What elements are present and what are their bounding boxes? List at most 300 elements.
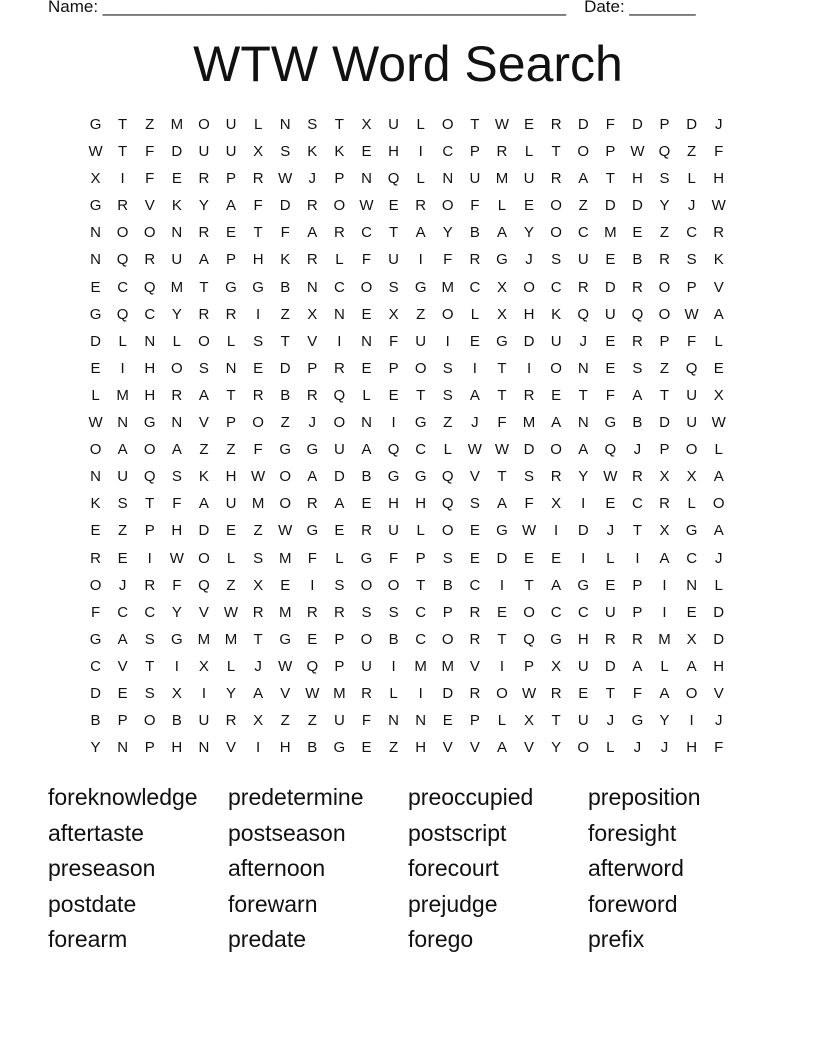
grid-letter: X <box>659 468 670 486</box>
word-list-item: forewarn <box>228 890 318 917</box>
grid-letter: Y <box>659 197 670 215</box>
grid-letter: A <box>117 441 128 459</box>
grid-letter: C <box>415 630 427 648</box>
grid-letter: O <box>523 603 535 621</box>
grid-letter: M <box>441 278 455 296</box>
grid-letter: E <box>361 143 372 161</box>
grid-letter: C <box>577 603 589 621</box>
name-field-label: Name: _________________________________________________ <box>48 0 567 16</box>
grid-letter: A <box>659 684 670 702</box>
grid-letter: A <box>226 197 237 215</box>
grid-letter: B <box>280 278 291 296</box>
grid-letter: F <box>145 143 155 161</box>
grid-letter: T <box>118 143 128 161</box>
grid-letter: G <box>496 522 508 540</box>
grid-letter: J <box>606 522 615 540</box>
grid-letter: A <box>578 441 589 459</box>
grid-letter: U <box>198 712 210 730</box>
grid-letter: Z <box>307 712 317 730</box>
grid-letter: E <box>469 522 480 540</box>
grid-letter: E <box>469 549 480 567</box>
grid-letter: R <box>306 603 318 621</box>
grid-letter: S <box>307 116 318 133</box>
grid-letter: C <box>632 495 643 513</box>
grid-letter: C <box>686 224 698 242</box>
grid-letter: T <box>551 143 561 161</box>
grid-letter: C <box>415 603 427 621</box>
grid-letter: M <box>170 278 184 296</box>
grid-letter: T <box>145 495 155 513</box>
grid-letter: X <box>90 170 101 188</box>
grid-letter: J <box>525 251 533 269</box>
grid-letter: O <box>360 278 373 296</box>
grid-letter: O <box>441 116 454 133</box>
grid-letter: A <box>496 224 507 242</box>
grid-letter: X <box>307 305 318 323</box>
grid-letter: I <box>499 657 505 675</box>
grid-letter: G <box>89 197 102 215</box>
grid-letter: F <box>90 603 101 621</box>
grid-letter: C <box>415 441 427 459</box>
grid-letter: V <box>198 414 209 432</box>
grid-letter: F <box>714 143 724 161</box>
grid-letter: N <box>415 712 427 730</box>
grid-letter: R <box>550 468 562 486</box>
grid-letter: W <box>223 603 239 621</box>
grid-letter: G <box>89 116 102 133</box>
grid-letter: D <box>442 684 454 702</box>
grid-letter: E <box>117 684 128 702</box>
grid-letter: T <box>497 630 507 648</box>
grid-letter: P <box>117 712 128 730</box>
grid-letter: L <box>606 739 615 757</box>
grid-letter: T <box>416 386 426 404</box>
grid-letter: R <box>523 386 535 404</box>
grid-letter: L <box>687 170 696 188</box>
grid-letter: H <box>632 170 643 188</box>
grid-letter: S <box>469 495 480 513</box>
grid-letter: R <box>333 359 345 377</box>
grid-letter: C <box>442 143 454 161</box>
grid-letter: Q <box>198 576 210 594</box>
grid-letter: I <box>526 359 532 377</box>
grid-letter: X <box>253 712 264 730</box>
date-field-label: Date: _______ <box>584 0 696 16</box>
grid-letter: G <box>496 332 508 350</box>
grid-letter: V <box>469 739 480 757</box>
grid-letter: J <box>254 657 262 675</box>
grid-letter: P <box>307 359 318 377</box>
grid-letter: R <box>632 278 643 296</box>
grid-letter: I <box>418 251 423 269</box>
grid-letter: E <box>361 359 372 377</box>
grid-letter: U <box>333 712 345 730</box>
grid-letter: S <box>361 603 372 621</box>
grid-letter: U <box>577 251 589 269</box>
word-list-item: foreword <box>588 890 678 917</box>
grid-letter: O <box>333 197 346 215</box>
grid-letter: X <box>551 657 562 675</box>
grid-letter: I <box>147 549 152 567</box>
grid-letter: O <box>333 414 346 432</box>
grid-letter: R <box>144 576 156 594</box>
grid-letter: U <box>225 143 237 161</box>
grid-letter: F <box>687 332 697 350</box>
grid-letter: H <box>144 359 156 377</box>
grid-letter: D <box>523 441 535 459</box>
grid-letter: N <box>117 739 129 757</box>
grid-letter: Z <box>659 359 670 377</box>
grid-letter: C <box>550 278 562 296</box>
grid-letter: D <box>171 143 183 161</box>
grid-letter: H <box>252 251 264 269</box>
grid-letter: D <box>577 522 589 540</box>
grid-letter: Q <box>333 386 346 404</box>
grid-letter: Y <box>171 305 182 323</box>
grid-letter: E <box>361 739 372 757</box>
grid-letter: P <box>659 332 670 350</box>
word-list-item: postseason <box>228 819 346 846</box>
grid-letter: I <box>445 332 450 350</box>
grid-letter: R <box>306 197 318 215</box>
grid-letter: M <box>278 549 292 567</box>
grid-letter: O <box>658 305 671 323</box>
grid-letter: L <box>91 386 100 404</box>
grid-letter: R <box>117 197 129 215</box>
grid-letter: D <box>279 359 291 377</box>
grid-letter: X <box>551 495 562 513</box>
word-list-item: forego <box>408 926 474 953</box>
grid-letter: R <box>198 224 210 242</box>
grid-letter: A <box>361 441 372 459</box>
grid-letter: W <box>711 414 726 432</box>
grid-letter: I <box>201 684 206 702</box>
grid-letter: D <box>90 332 101 350</box>
grid-letter: R <box>198 305 210 323</box>
grid-letter: F <box>253 441 263 459</box>
grid-letter: L <box>497 197 507 215</box>
grid-letter: E <box>334 522 345 540</box>
grid-letter: L <box>389 684 398 702</box>
grid-letter: L <box>362 386 371 404</box>
grid-letter: O <box>143 224 156 242</box>
grid-letter: E <box>226 522 237 540</box>
grid-letter: A <box>686 657 697 675</box>
grid-letter: N <box>361 332 372 350</box>
letter-grid <box>82 111 732 761</box>
grid-letter: E <box>524 116 535 133</box>
grid-letter: R <box>550 116 562 133</box>
grid-letter: R <box>469 251 481 269</box>
grid-letter: X <box>686 468 697 486</box>
grid-letter: T <box>145 657 155 675</box>
word-list-item: postdate <box>48 890 137 917</box>
grid-letter: A <box>713 522 724 540</box>
word-list-item: predetermine <box>228 784 364 810</box>
grid-letter: Q <box>387 441 400 459</box>
grid-letter: G <box>89 630 102 648</box>
grid-letter: H <box>144 386 156 404</box>
grid-letter: S <box>117 495 128 513</box>
grid-letter: O <box>198 549 210 567</box>
grid-letter: I <box>581 495 586 513</box>
grid-letter: J <box>714 116 723 133</box>
grid-letter: S <box>144 630 155 648</box>
grid-letter: C <box>144 603 156 621</box>
grid-letter: C <box>117 278 129 296</box>
grid-letter: A <box>632 657 643 675</box>
grid-letter: G <box>279 441 292 459</box>
grid-letter: Q <box>441 468 454 486</box>
word-list <box>48 780 768 958</box>
grid-letter: E <box>632 224 643 242</box>
grid-letter: Q <box>604 441 617 459</box>
grid-letter: G <box>306 522 319 540</box>
grid-letter: O <box>712 495 725 513</box>
grid-letter: E <box>605 332 616 350</box>
grid-letter: O <box>441 197 454 215</box>
grid-letter: J <box>579 332 587 350</box>
grid-letter: G <box>170 630 183 648</box>
word-list-item: preseason <box>48 855 156 882</box>
grid-letter: P <box>226 414 237 432</box>
grid-letter: R <box>171 386 183 404</box>
grid-letter: F <box>172 576 182 594</box>
grid-letter: G <box>89 305 102 323</box>
grid-letter: A <box>307 468 318 486</box>
grid-letter: K <box>713 251 724 269</box>
grid-letter: N <box>361 170 372 188</box>
grid-letter: C <box>90 657 101 675</box>
grid-letter: O <box>279 495 292 513</box>
grid-letter: Z <box>199 441 209 459</box>
grid-letter: D <box>686 116 698 133</box>
grid-letter: R <box>306 386 318 404</box>
grid-letter: X <box>713 386 724 404</box>
grid-letter: A <box>334 495 345 513</box>
grid-letter: S <box>659 170 670 188</box>
grid-letter: I <box>689 712 694 730</box>
grid-letter: W <box>494 441 510 459</box>
grid-letter: O <box>441 630 454 648</box>
grid-letter: P <box>334 630 345 648</box>
grid-letter: E <box>361 305 372 323</box>
grid-letter: R <box>252 603 264 621</box>
grid-letter: F <box>470 197 480 215</box>
grid-letter: R <box>252 386 264 404</box>
grid-letter: L <box>687 495 696 513</box>
grid-letter: Z <box>118 522 128 540</box>
grid-letter: U <box>523 170 535 188</box>
grid-letter: U <box>333 441 345 459</box>
grid-letter: N <box>225 359 237 377</box>
grid-letter: T <box>605 170 615 188</box>
grid-letter: E <box>117 549 128 567</box>
grid-letter: C <box>144 305 156 323</box>
grid-letter: F <box>145 170 155 188</box>
grid-letter: A <box>713 468 724 486</box>
grid-letter: L <box>606 549 615 567</box>
grid-letter: H <box>523 305 535 323</box>
grid-letter: K <box>90 495 101 513</box>
grid-letter: S <box>198 359 209 377</box>
grid-letter: H <box>686 739 698 757</box>
grid-letter: N <box>577 359 589 377</box>
grid-letter: N <box>90 224 101 242</box>
grid-letter: T <box>226 386 236 404</box>
grid-letter: O <box>441 305 454 323</box>
grid-letter: A <box>496 739 507 757</box>
grid-letter: U <box>198 143 210 161</box>
grid-letter: S <box>280 143 291 161</box>
grid-letter: Z <box>253 522 263 540</box>
grid-letter: D <box>659 414 670 432</box>
grid-letter: X <box>253 143 264 161</box>
grid-letter: O <box>116 224 129 242</box>
grid-letter: X <box>198 657 209 675</box>
grid-letter: L <box>118 332 127 350</box>
grid-letter: A <box>496 495 507 513</box>
grid-letter: P <box>469 712 480 730</box>
grid-letter: V <box>469 657 480 675</box>
grid-letter: D <box>604 657 616 675</box>
grid-letter: N <box>442 170 454 188</box>
word-list-item: aftertaste <box>48 819 144 846</box>
grid-letter: I <box>256 739 261 757</box>
grid-letter: J <box>633 441 642 459</box>
grid-letter: T <box>334 116 344 133</box>
grid-letter: C <box>550 603 562 621</box>
grid-letter: T <box>497 359 507 377</box>
grid-letter: W <box>169 549 184 567</box>
grid-letter: O <box>198 332 210 350</box>
grid-letter: Z <box>416 305 426 323</box>
grid-letter: S <box>253 549 264 567</box>
grid-letter: K <box>280 251 291 269</box>
grid-letter: P <box>605 143 616 161</box>
grid-letter: U <box>388 522 399 540</box>
grid-letter: A <box>632 386 643 404</box>
grid-letter: F <box>524 495 534 513</box>
grid-letter: O <box>685 441 698 459</box>
grid-letter: L <box>497 712 507 730</box>
grid-letter: I <box>635 549 640 567</box>
grid-letter: W <box>359 197 374 215</box>
grid-letter: L <box>416 116 425 133</box>
grid-letter: W <box>278 170 293 188</box>
grid-letter: Q <box>143 278 156 296</box>
grid-letter: A <box>198 495 209 513</box>
grid-letter: P <box>632 603 643 621</box>
grid-letter: R <box>550 170 562 188</box>
header-line <box>48 0 748 17</box>
grid-letter: K <box>551 305 562 323</box>
grid-letter: Y <box>442 224 453 242</box>
grid-letter: V <box>226 739 237 757</box>
grid-letter: W <box>278 657 293 675</box>
grid-letter: P <box>659 116 670 133</box>
grid-letter: U <box>604 603 616 621</box>
grid-letter: P <box>686 278 697 296</box>
grid-letter: R <box>659 495 670 513</box>
grid-letter: P <box>524 657 535 675</box>
grid-letter: G <box>279 630 292 648</box>
grid-letter: I <box>418 684 423 702</box>
grid-letter: Q <box>658 143 671 161</box>
grid-letter: O <box>89 441 102 459</box>
grid-letter: Z <box>145 116 155 133</box>
grid-letter: J <box>308 170 317 188</box>
grid-letter: M <box>522 414 536 432</box>
grid-letter: F <box>280 224 290 242</box>
grid-letter: U <box>686 386 698 404</box>
grid-letter: E <box>605 495 616 513</box>
grid-letter: G <box>496 251 508 269</box>
grid-letter: V <box>713 684 724 702</box>
grid-letter: W <box>711 197 726 215</box>
grid-letter: O <box>414 359 427 377</box>
grid-letter: G <box>631 712 644 730</box>
grid-letter: A <box>415 224 426 242</box>
grid-letter: O <box>550 224 562 242</box>
grid-letter: P <box>226 170 237 188</box>
grid-letter: G <box>143 414 156 432</box>
grid-letter: O <box>577 739 590 757</box>
grid-letter: I <box>310 576 315 594</box>
grid-letter: S <box>442 359 453 377</box>
grid-letter: R <box>252 170 264 188</box>
grid-letter: S <box>632 359 643 377</box>
grid-letter: O <box>441 522 454 540</box>
grid-letter: A <box>713 305 724 323</box>
grid-letter: I <box>581 549 586 567</box>
grid-letter: O <box>550 197 562 215</box>
grid-letter: T <box>118 116 128 133</box>
grid-letter: O <box>387 576 400 594</box>
grid-letter: C <box>469 576 481 594</box>
grid-letter: I <box>391 657 396 675</box>
grid-letter: O <box>550 359 562 377</box>
grid-letter: W <box>521 522 537 540</box>
grid-letter: Z <box>578 197 588 215</box>
grid-letter: Z <box>280 305 290 323</box>
grid-letter: O <box>360 576 373 594</box>
grid-letter: E <box>713 359 724 377</box>
grid-letter: Q <box>306 657 319 675</box>
grid-letter: Z <box>443 414 453 432</box>
grid-letter: S <box>144 684 155 702</box>
grid-letter: F <box>361 712 372 730</box>
grid-letter: L <box>714 332 723 350</box>
grid-letter: W <box>305 684 320 702</box>
grid-letter: C <box>469 278 481 296</box>
grid-letter: X <box>171 684 182 702</box>
grid-letter: U <box>361 657 372 675</box>
grid-letter: A <box>659 549 670 567</box>
grid-letter: Y <box>578 468 589 486</box>
grid-letter: T <box>578 386 588 404</box>
grid-letter: D <box>713 630 725 648</box>
grid-letter: Q <box>685 359 698 377</box>
word-list-item: foresight <box>588 819 677 846</box>
grid-letter: V <box>524 739 535 757</box>
grid-letter: U <box>171 251 183 269</box>
grid-letter: E <box>226 224 237 242</box>
grid-letter: I <box>120 170 125 188</box>
grid-letter: N <box>198 739 210 757</box>
grid-letter: P <box>334 657 345 675</box>
grid-letter: G <box>333 739 346 757</box>
